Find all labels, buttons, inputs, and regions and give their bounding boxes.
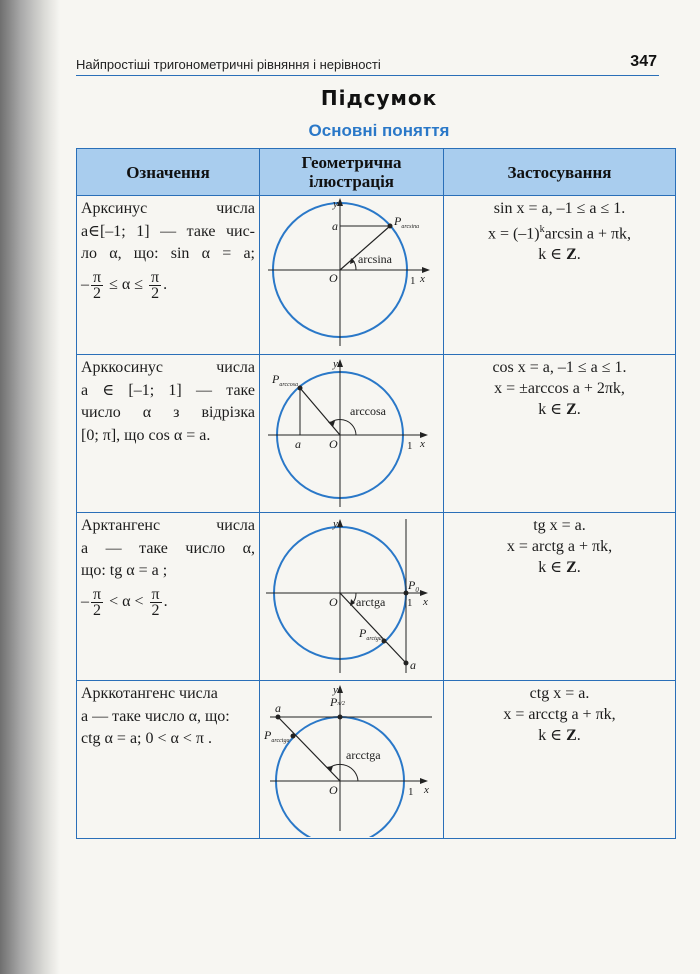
y-axis-arrow: [337, 519, 343, 527]
point-label: $P_{arcctga}$: [264, 728, 290, 744]
def-inequality: – $\frac{\pi}{2}$ < α < $\frac{\pi}{2}$ .: [81, 585, 168, 619]
origin-label: O: [329, 783, 338, 797]
axis-label-x: x: [420, 273, 425, 285]
table-row: [77, 355, 676, 513]
def-line: ctg α = a; 0 < α < π .: [81, 730, 213, 747]
def-line: число α з відрізка: [81, 404, 255, 421]
app-line: tg x = a.: [533, 517, 586, 534]
definition-cell: [77, 196, 260, 355]
summary-table: [76, 148, 676, 839]
axis-label-y: y: [333, 198, 338, 210]
fraction: $\frac{\pi}{2}$: [93, 585, 102, 619]
app-line: x = ±arccos a + 2πk,: [494, 380, 625, 397]
app-line: cos x = a, –1 ≤ a ≤ 1.: [492, 359, 627, 376]
section-title: Основні поняття: [308, 121, 450, 140]
application-cell: [444, 355, 676, 513]
application-cell: [444, 513, 676, 681]
unit-label: 1: [407, 597, 413, 609]
definition-cell: [77, 681, 260, 839]
point-p: [298, 386, 303, 391]
axis-label-x: x: [424, 784, 429, 796]
arcsin-diagram: [260, 196, 442, 353]
angle-arrow: [328, 421, 335, 427]
axis-label-y: y: [333, 358, 338, 370]
axis-label-y: y: [333, 518, 338, 530]
running-title: Найпростіші тригонометричні рівняння і нерівності: [76, 57, 381, 72]
angle-label: arctga: [356, 595, 386, 609]
def-inequality: – $\frac{\pi}{2}$ ≤ α ≤ $\frac{\pi}{2}$ .: [81, 268, 168, 302]
angle-label: arccosa: [350, 404, 386, 418]
fraction: $\frac{\pi}{2}$: [93, 268, 102, 302]
angle-label: arcctga: [346, 748, 381, 762]
def-line: ло α, що: sin α = a;: [81, 245, 255, 262]
def-line: a — таке число α, що:: [81, 707, 230, 725]
origin-label: O: [329, 271, 338, 285]
value-label-a: a: [332, 219, 338, 233]
value-label-a: a: [275, 701, 281, 715]
angle-label: arcsina: [358, 252, 392, 266]
point-a: [404, 661, 409, 666]
application-cell: [444, 681, 676, 839]
angle-arrow: [326, 766, 333, 772]
fraction: $\frac{\pi}{2}$: [151, 585, 160, 619]
column-header: [260, 149, 444, 196]
unit-label: 1: [408, 786, 414, 798]
point-label-p0: $P_0$: [408, 578, 419, 594]
definition-cell: [77, 513, 260, 681]
column-header: Означення: [77, 149, 260, 196]
running-head: [76, 53, 659, 76]
table-row: [77, 513, 676, 681]
def-line: Арккотангенс числа: [81, 685, 218, 702]
y-axis-arrow: [337, 359, 343, 367]
point-label: $P_{arccosa}$: [272, 372, 299, 388]
illustration-cell: [260, 355, 444, 513]
unit-label: 1: [407, 440, 413, 452]
def-line: Арктангенс числа: [81, 517, 255, 534]
page: [58, 0, 700, 974]
page-number: 347: [630, 53, 657, 70]
def-line: [0; π], що cos α = a.: [81, 426, 211, 444]
y-axis-arrow: [337, 685, 343, 693]
app-line: k ∈ Z.: [538, 401, 581, 418]
arctg-diagram: [260, 513, 442, 679]
y-axis-arrow: [337, 198, 343, 206]
table-row: [77, 681, 676, 839]
axis-label-x: x: [423, 596, 428, 608]
def-line: що: tg α = a ;: [81, 562, 168, 579]
def-line: a ∈ [–1; 1] — таке: [81, 381, 256, 399]
point-a: [276, 715, 281, 720]
point-p: [388, 224, 393, 229]
app-line: x = arcctg a + πk,: [503, 706, 616, 723]
app-line: ctg x = a.: [529, 685, 590, 702]
radius-line: [300, 388, 340, 435]
column-header: Застосування: [444, 149, 676, 196]
axis-label-y: y: [333, 684, 338, 696]
arcctg-diagram: [260, 681, 442, 837]
app-line: k ∈ Z.: [538, 727, 581, 744]
definition-cell: [77, 355, 260, 513]
point-label: $P_{arctga}$: [359, 626, 382, 642]
book-gutter-shadow: [0, 0, 60, 974]
app-line: k ∈ Z.: [538, 559, 581, 576]
table-row: [77, 196, 676, 355]
def-line: Арксинус числа: [81, 200, 255, 217]
unit-label: 1: [410, 275, 416, 287]
origin-label: O: [329, 595, 338, 609]
arccos-diagram: [260, 355, 442, 511]
origin-label: O: [329, 437, 338, 451]
application-cell: [444, 196, 676, 355]
point-p: [382, 639, 387, 644]
value-label-a: a: [295, 437, 301, 451]
axis-label-x: x: [420, 438, 425, 450]
column-header-text: Геометрична ілюстрація: [301, 153, 402, 191]
point-p: [291, 734, 296, 739]
app-line: sin x = a, –1 ≤ a ≤ 1.: [493, 200, 626, 217]
point-p-top: [338, 715, 343, 720]
app-line: $x = (-1)^k\arcsin$ a + πk,: [487, 224, 632, 243]
illustration-cell: [260, 196, 444, 355]
table-header-row: [77, 149, 676, 196]
app-line: x = arctg a + πk,: [506, 538, 613, 555]
fraction: $\frac{\pi}{2}$: [151, 268, 160, 302]
def-line: Арккосинус числа: [81, 359, 255, 376]
point-label: $P_{arcsina}$: [394, 214, 420, 230]
def-line: a∈[–1; 1] — таке чис-: [81, 222, 255, 240]
summary-title: Підсумок: [320, 86, 438, 110]
app-line: k ∈ Z.: [538, 246, 581, 264]
value-label-a: a: [410, 658, 416, 672]
point-label-top: Pπ/2: [330, 695, 346, 709]
def-line: a — таке число α,: [81, 539, 255, 557]
illustration-cell: [260, 513, 444, 681]
illustration-cell: [260, 681, 444, 839]
